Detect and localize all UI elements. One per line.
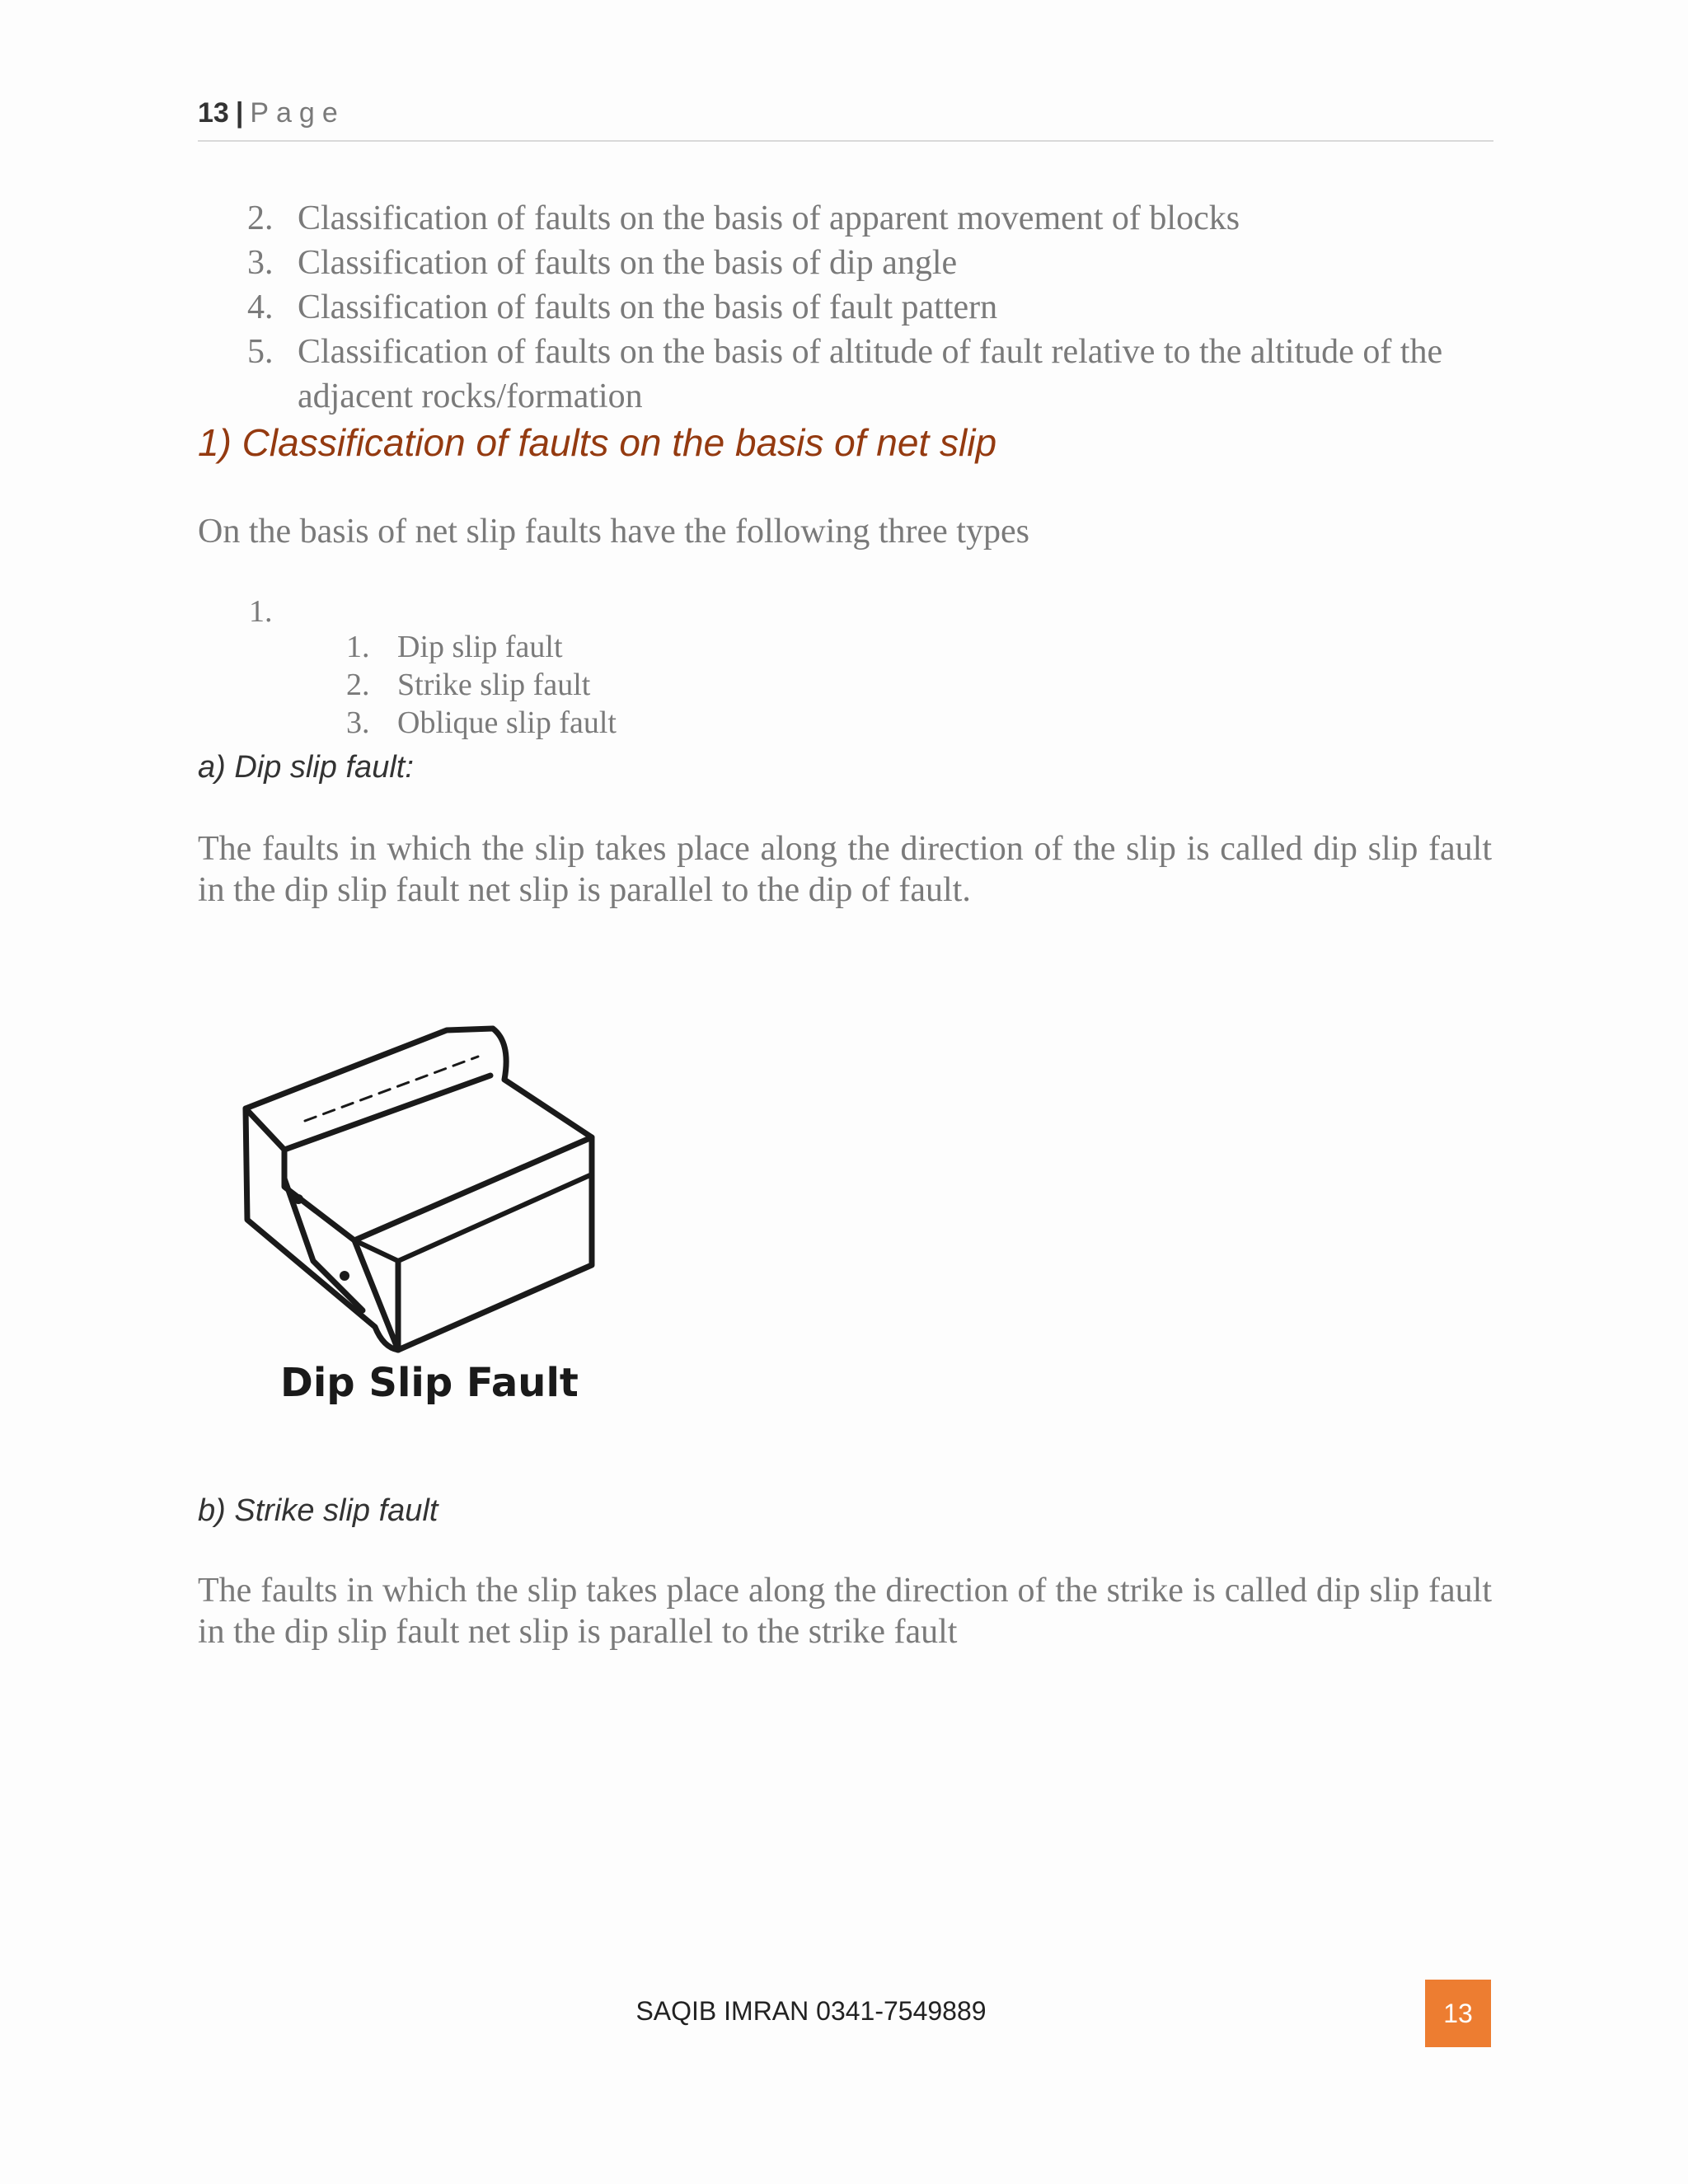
dip-slip-paragraph: The faults in which the slip takes place along the direction of the slip is called dip slip fault in the dip slip fault net slip is parallel to the dip of fault. [198, 830, 1492, 909]
outer-list-marker: 1. [249, 594, 273, 629]
strike-slip-heading: b) Strike slip fault [198, 1493, 438, 1528]
list-item: 3. Classification of faults on the basis of dip angle [247, 244, 958, 282]
list-item: 2. Classification of faults on the basis of apparent movement of blocks [247, 199, 1240, 237]
page-header [198, 97, 1493, 142]
header-separator: | [235, 97, 244, 129]
figure-caption: Dip Slip Fault [280, 1360, 579, 1406]
dip-slip-heading: a) Dip slip fault: [198, 750, 414, 785]
classification-list [198, 196, 1500, 419]
list-item: 5. Classification of faults on the basis of altitude of fault relative to the altitude of the adjacent rocks/formation [247, 333, 1443, 415]
list-item: 2. Strike slip fault [346, 668, 591, 702]
list-item: 4. Classification of faults on the basis of fault pattern [247, 288, 998, 326]
footer-page-badge: 13 [1425, 1980, 1491, 2047]
footer-author: SAQIB IMRAN 0341-7549889 [635, 1996, 987, 2026]
intro-paragraph: On the basis of net slip faults have the following three types [198, 513, 1029, 551]
list-item: 3. Oblique slip fault [346, 705, 617, 740]
section-heading: 1) Classification of faults on the basis of net slip [198, 421, 997, 464]
fault-types-list [346, 628, 617, 742]
header-page-word: Page [250, 97, 345, 129]
fault-block-drawing [231, 1014, 643, 1360]
list-item: 1. Dip slip fault [346, 630, 563, 664]
strike-slip-paragraph: The faults in which the slip takes place along the direction of the strike is called dip slip fault in the dip slip fault net slip is parallel to the strike fault [198, 1572, 1492, 1651]
header-page-number: 13 [198, 97, 229, 129]
